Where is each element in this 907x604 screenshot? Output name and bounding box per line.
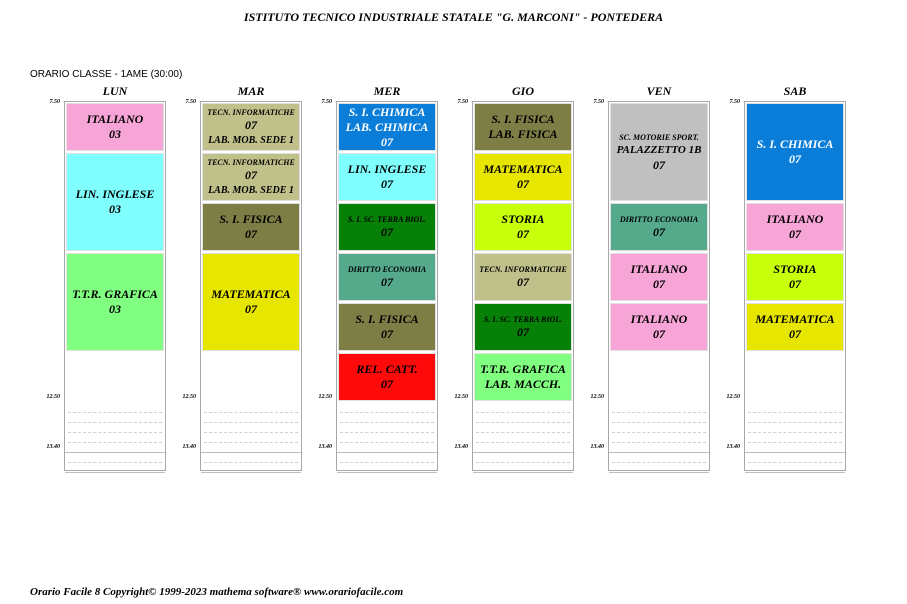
school-title: ISTITUTO TECNICO INDUSTRIALE STATALE "G. MARCONI" - PONTEDERA (243, 10, 664, 24)
time-label: 12.50 (454, 394, 468, 400)
lesson-subject: LAB. CHIMICA (345, 119, 429, 134)
day-header-sab: SAB (783, 84, 807, 98)
empty-row-line (340, 422, 434, 423)
lesson-room: 07 (789, 277, 801, 291)
lesson-subject: TECN. INFORMATICHE (207, 107, 295, 117)
lesson-subject: ITALIANO (766, 212, 824, 226)
lesson-slot[interactable] (202, 253, 300, 351)
empty-row-line (340, 432, 434, 433)
lesson-room: 03 (109, 127, 121, 141)
lesson-slot[interactable] (610, 203, 708, 251)
lesson-slot[interactable] (610, 303, 708, 351)
empty-row-line (473, 472, 573, 473)
empty-row-line (748, 462, 842, 463)
day-column-gio (472, 101, 574, 471)
time-label: 12.50 (318, 394, 332, 400)
empty-row-line (748, 422, 842, 423)
lesson-slot[interactable] (202, 203, 300, 251)
lesson-slot[interactable] (338, 303, 436, 351)
lesson-slot[interactable] (338, 103, 436, 151)
lesson-slot[interactable] (474, 253, 572, 301)
empty-row-line (204, 442, 298, 443)
day-header-gio: GIO (511, 84, 534, 98)
lesson-subject: ITALIANO (86, 112, 144, 126)
empty-row-line (473, 452, 573, 453)
empty-row-line (204, 412, 298, 413)
empty-row-line (748, 432, 842, 433)
lesson-subject: DIRITTO ECONOMIA (619, 215, 699, 224)
empty-row-line (65, 452, 165, 453)
empty-row-line (65, 472, 165, 473)
day-header-ven: VEN (646, 84, 672, 98)
lesson-subject: S. I. SC. TERRA BIOL. (347, 215, 427, 224)
empty-row-line (201, 472, 301, 473)
empty-row-line (476, 412, 570, 413)
lesson-slot[interactable] (66, 103, 164, 151)
lesson-subject: T.T.R. GRAFICA (72, 287, 158, 301)
lesson-subject: LAB. MOB. SEDE 1 (208, 134, 294, 146)
empty-row-line (745, 472, 845, 473)
empty-row-line (337, 452, 437, 453)
lesson-subject: LAB. FISICA (488, 127, 558, 141)
lesson-subject: T.T.R. GRAFICA (480, 362, 566, 376)
class-subtitle: ORARIO CLASSE - 1AME (30:00) (30, 69, 183, 80)
lesson-room: 03 (109, 202, 121, 216)
lesson-slot[interactable] (338, 253, 436, 301)
lesson-room: 07 (381, 377, 393, 391)
empty-row-line (612, 442, 706, 443)
lesson-slot[interactable] (338, 203, 436, 251)
lesson-room: 07 (381, 327, 393, 341)
day-header-lun: LUN (102, 84, 128, 98)
lesson-slot[interactable] (746, 203, 844, 251)
time-label: 7.50 (457, 99, 468, 105)
time-label: 7.50 (321, 99, 332, 105)
time-label: 13.40 (46, 444, 60, 450)
empty-row-line (68, 462, 162, 463)
lesson-slot[interactable] (202, 103, 300, 151)
lesson-subject: TECN. INFORMATICHE (479, 265, 567, 274)
lesson-room: 07 (245, 167, 257, 182)
time-label: 7.50 (49, 99, 60, 105)
lesson-subject: S. I. CHIMICA (348, 104, 426, 119)
lesson-subject: S. I. FISICA (355, 312, 419, 326)
lesson-subject: STORIA (773, 262, 817, 276)
empty-row-line (745, 452, 845, 453)
lesson-room: 07 (517, 275, 529, 289)
lesson-room: 07 (653, 277, 665, 291)
lesson-slot[interactable] (474, 303, 572, 351)
time-label: 7.50 (185, 99, 196, 105)
time-label: 12.50 (182, 394, 196, 400)
time-label: 13.40 (318, 444, 332, 450)
empty-row-line (612, 412, 706, 413)
lesson-subject: LIN. INGLESE (347, 162, 427, 176)
lesson-room: 07 (245, 227, 257, 241)
lesson-room: 07 (381, 275, 393, 289)
empty-row-line (609, 472, 709, 473)
lesson-subject: LAB. MOB. SEDE 1 (208, 184, 294, 196)
lesson-room: 07 (789, 227, 801, 241)
empty-row-line (476, 422, 570, 423)
lesson-subject: PALAZZETTO 1B (616, 143, 702, 156)
lesson-slot[interactable] (66, 153, 164, 251)
day-column-sab (744, 101, 846, 471)
empty-row-line (748, 412, 842, 413)
lesson-subject: LIN. INGLESE (75, 187, 155, 201)
lesson-slot[interactable] (202, 153, 300, 201)
lesson-subject: S. I. FISICA (219, 212, 283, 226)
lesson-slot[interactable] (338, 153, 436, 201)
lesson-slot[interactable] (610, 253, 708, 301)
lesson-subject: MATEMATICA (211, 287, 291, 301)
lesson-subject: MATEMATICA (483, 162, 563, 176)
lesson-room: 07 (245, 302, 257, 316)
empty-row-line (340, 442, 434, 443)
time-label: 13.40 (726, 444, 740, 450)
lesson-slot[interactable] (474, 103, 572, 151)
time-label: 12.50 (726, 394, 740, 400)
day-header-mar: MAR (237, 84, 265, 98)
lesson-slot[interactable] (746, 253, 844, 301)
day-column-mer (336, 101, 438, 471)
lesson-room: 07 (381, 134, 393, 149)
empty-row-line (204, 422, 298, 423)
lesson-subject: LAB. MACCH. (484, 377, 562, 391)
lesson-slot[interactable] (474, 203, 572, 251)
lesson-subject: SC. MOTORIE SPORT. (619, 132, 699, 142)
lesson-slot[interactable] (66, 253, 164, 351)
time-label: 13.40 (182, 444, 196, 450)
lesson-slot[interactable] (474, 153, 572, 201)
lesson-subject: MATEMATICA (755, 312, 835, 326)
empty-row-line (337, 472, 437, 473)
lesson-room: 07 (653, 157, 665, 172)
empty-row-line (748, 442, 842, 443)
lesson-slot[interactable] (746, 103, 844, 201)
lesson-subject: ITALIANO (630, 312, 688, 326)
day-column-lun (64, 101, 166, 471)
lesson-room: 07 (245, 117, 257, 132)
empty-row-line (476, 462, 570, 463)
lesson-slot[interactable] (474, 353, 572, 401)
lesson-room: 07 (789, 152, 801, 166)
empty-row-line (68, 422, 162, 423)
empty-row-line (476, 442, 570, 443)
empty-row-line (340, 412, 434, 413)
lesson-subject: REL. CATT. (356, 362, 418, 376)
lesson-subject: DIRITTO ECONOMIA (347, 265, 427, 274)
empty-row-line (204, 432, 298, 433)
lesson-subject: S. I. CHIMICA (756, 137, 834, 151)
time-label: 13.40 (590, 444, 604, 450)
empty-row-line (612, 422, 706, 423)
time-label: 7.50 (593, 99, 604, 105)
empty-row-line (612, 432, 706, 433)
empty-row-line (201, 452, 301, 453)
day-column-mar (200, 101, 302, 471)
lesson-room: 07 (789, 327, 801, 341)
empty-row-line (612, 462, 706, 463)
footer-copyright: Orario Facile 8 Copyright© 1999-2023 mathema software® www.orariofacile.com (30, 586, 404, 598)
lesson-room: 07 (381, 225, 393, 239)
lesson-room: 07 (517, 227, 529, 241)
lesson-room: 07 (517, 177, 529, 191)
lesson-subject: S. I. SC. TERRA BIOL. (483, 315, 563, 324)
empty-row-line (68, 412, 162, 413)
lesson-subject: STORIA (501, 212, 545, 226)
day-column-ven (608, 101, 710, 471)
time-label: 7.50 (729, 99, 740, 105)
lesson-subject: ITALIANO (630, 262, 688, 276)
lesson-room: 07 (381, 177, 393, 191)
empty-row-line (68, 442, 162, 443)
time-label: 12.50 (590, 394, 604, 400)
lesson-slot[interactable] (610, 103, 708, 201)
empty-row-line (609, 452, 709, 453)
lesson-subject: TECN. INFORMATICHE (207, 157, 295, 167)
lesson-room: 03 (109, 302, 121, 316)
day-header-mer: MER (373, 84, 401, 98)
time-label: 12.50 (46, 394, 60, 400)
empty-row-line (476, 432, 570, 433)
lesson-slot[interactable] (746, 303, 844, 351)
empty-row-line (340, 462, 434, 463)
empty-row-line (204, 462, 298, 463)
lesson-subject: S. I. FISICA (491, 112, 555, 126)
lesson-room: 07 (653, 225, 665, 239)
empty-row-line (68, 432, 162, 433)
lesson-room: 07 (653, 327, 665, 341)
lesson-slot[interactable] (338, 353, 436, 401)
time-label: 13.40 (454, 444, 468, 450)
lesson-room: 07 (517, 325, 529, 339)
